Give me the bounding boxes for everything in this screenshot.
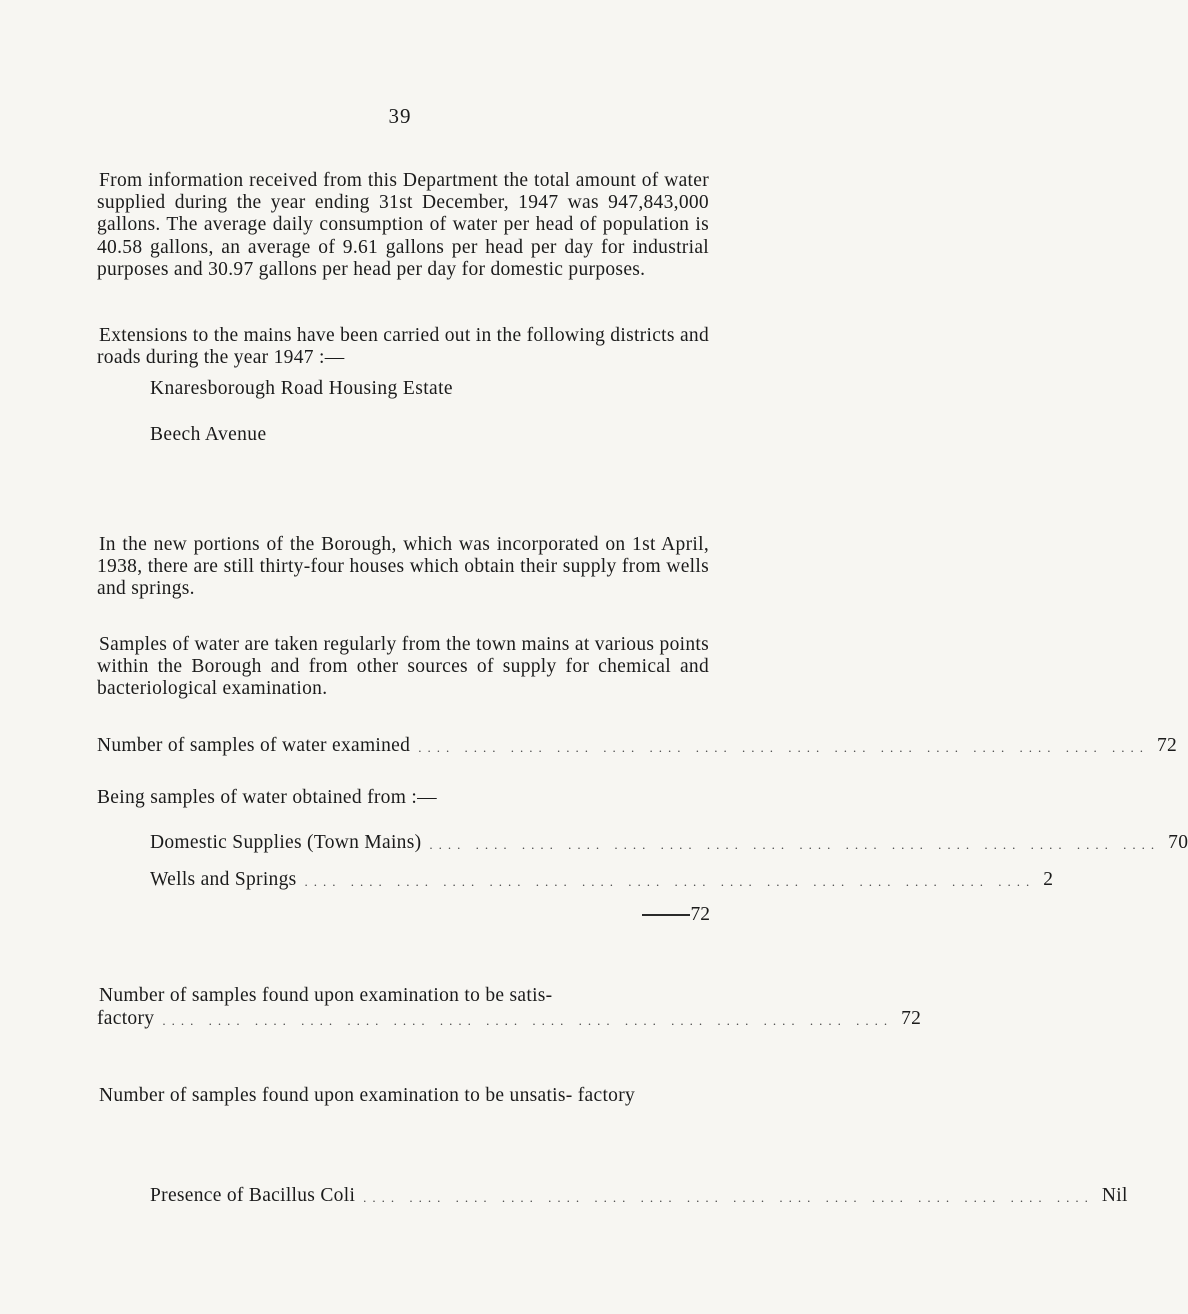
leader-dots: .... .... .... .... .... .... .... .... .... .... .... .... .... .... .... .... (418, 740, 1149, 755)
bacillus-coli-value: Nil (1101, 1185, 1128, 1206)
source-row-wells (150, 869, 1054, 891)
leader-dots: .... .... .... .... .... .... .... .... .... .... .... .... .... .... .... .... (162, 1013, 894, 1028)
subtotal-rule (642, 914, 690, 916)
unsatisfactory-label: Number of samples found upon examination to be unsatis- factory (99, 1085, 636, 1106)
leader-dots: .... .... .... .... .... .... .... .... .... .... .... .... .... .... .... .... (429, 837, 1161, 852)
satisfactory-value: 72 (901, 1008, 922, 1029)
source-row-domestic (150, 832, 1188, 854)
leader-dots: .... .... .... .... .... .... .... .... .... .... .... .... .... .... .... .... (363, 1190, 1094, 1205)
samples-examined-value: 72 (1156, 735, 1178, 756)
samples-examined-row (97, 735, 1178, 757)
paragraph-water-supply: From information received from this Department the total amount of water supplied during the year ending 31st December, 1947 was 947,843,000 gallons. The average daily consumption of water per head of population is 40.58 gallons, an average of 9.61 gallons per head per day for industrial purposes and 30.97 gallons per head per day for domestic purposes. (97, 169, 709, 281)
district-beech-avenue: Beech Avenue (150, 424, 267, 445)
source-label-domestic: Domestic Supplies (Town Mains) (150, 832, 422, 853)
samples-intro: Being samples of water obtained from :— (97, 787, 437, 808)
bacillus-coli-row (150, 1185, 1128, 1207)
satisfactory-label: factory (97, 1008, 155, 1029)
subtotal-value: 72 (690, 904, 710, 925)
paragraph-new-portions: In the new portions of the Borough, which was incorporated on 1st April, 1938, there are still thirty-four houses which obtain their supply from wells and springs. (97, 533, 709, 600)
source-label-wells: Wells and Springs (150, 869, 297, 890)
sources-subtotal (642, 904, 710, 926)
satisfactory-line-1: Number of samples found upon examination to be satis- (99, 985, 553, 1006)
paragraph-sampling: Samples of water are taken regularly from the town mains at various points within the Borough and from other sources of supply for chemical and bacteriological examination. (97, 633, 709, 700)
page-number: 39 (388, 104, 412, 128)
samples-examined-label: Number of samples of water examined (97, 735, 411, 756)
district-knaresborough-road: Knaresborough Road Housing Estate (150, 378, 453, 399)
source-value-wells: 2 (1043, 869, 1054, 890)
source-value-domestic: 70 (1168, 832, 1188, 853)
bacillus-coli-label: Presence of Bacillus Coli (150, 1185, 356, 1206)
satisfactory-row (97, 1008, 922, 1030)
paragraph-mains-extensions: Extensions to the mains have been carried out in the following districts and roads during the year 1947 :— (97, 324, 709, 368)
leader-dots: .... .... .... .... .... .... .... .... .... .... .... .... .... .... .... .... (304, 874, 1036, 889)
